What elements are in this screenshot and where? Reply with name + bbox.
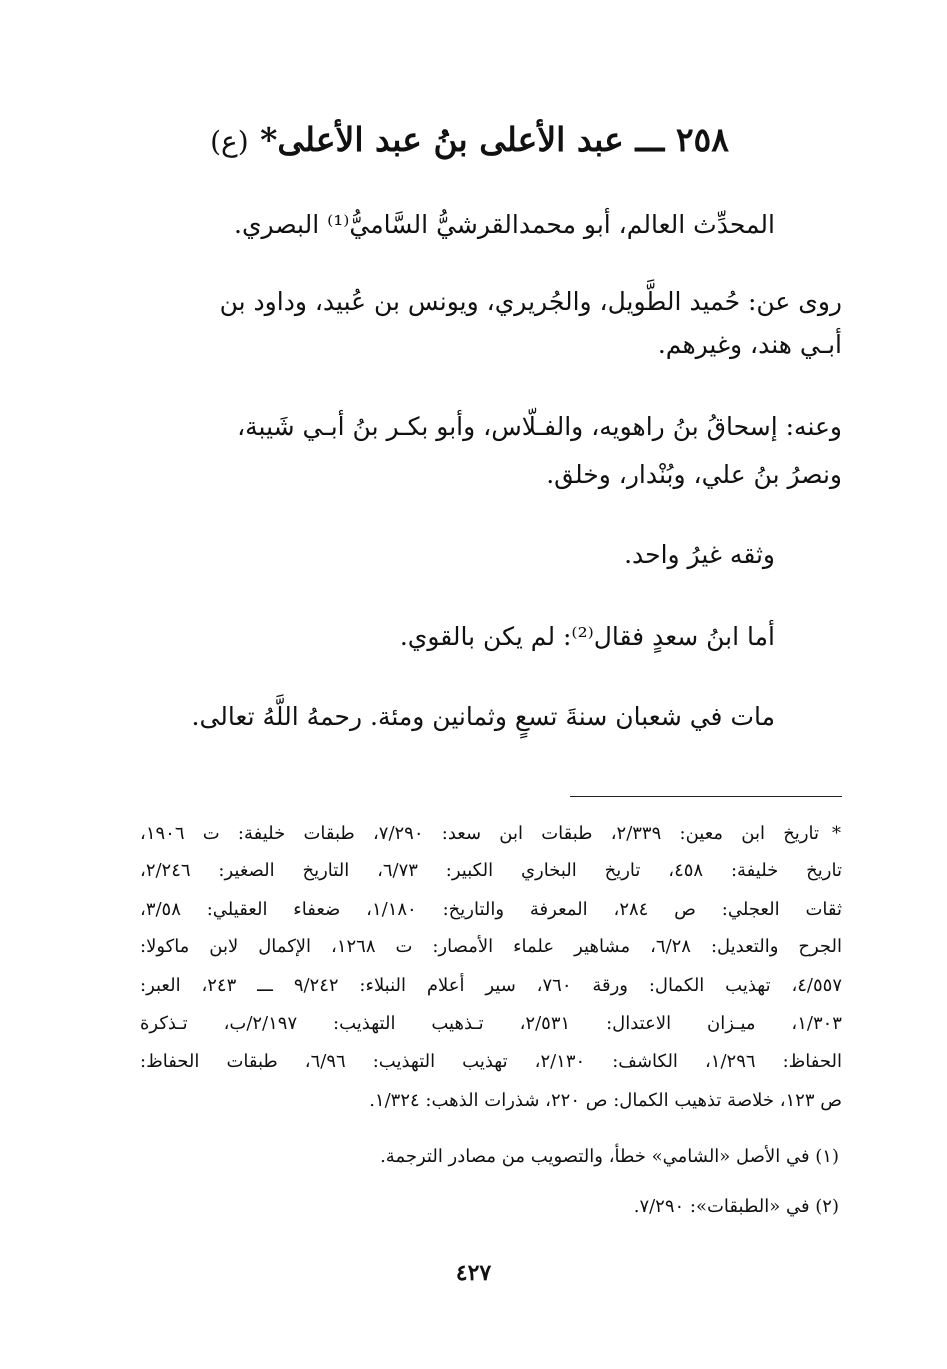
page-number: ٤٢٧ xyxy=(455,1260,492,1286)
footnote-1: (١) في الأصل «الشامي» خطأ، والتصويب من مصادر الترجمة. xyxy=(380,1146,839,1167)
source-line: الحفاظ: ١/٢٩٦، الكاشف: ٢/١٣٠، تهذيب التهذيب: ٦/٩٦، طبقات الحفاظ: xyxy=(140,1051,842,1072)
entry-name: عبد الأعلى بنُ عبد الأعلى* xyxy=(260,120,624,159)
entry-marker: (ع) xyxy=(210,125,249,158)
paragraph-authentication: وثقه غيرُ واحد. xyxy=(624,540,775,569)
paragraph-death: مات في شعبان سنةَ تسعٍ وثمانين ومئة. رحمهُ اللَّهُ تعالى. xyxy=(191,702,775,731)
footnote-2: (٢) في «الطبقات»: ٧/٢٩٠. xyxy=(633,1196,839,1217)
source-line: تاريخ خليفة: ٤٥٨، تاريخ البخاري الكبير: ٦/٧٣، التاريخ الصغير: ٢/٢٤٦، xyxy=(140,860,842,881)
paragraph-narrated-from-line-2: أبـي هند، وغيرهم. xyxy=(657,330,842,359)
source-line: ١/٣٠٣، ميـزان الاعتدال: ٢/٥٣١، تـذهيب التهذيب: ٢/١٩٧/ب، تـذكرة xyxy=(140,1013,842,1034)
entry-number: ٢٥٨ ـــ xyxy=(635,120,729,159)
source-line: ثقات العجلي: ص ٢٨٤، المعرفة والتاريخ: ١/١٨٠، ضعفاء العقيلي: ٣/٥٨، xyxy=(140,899,842,920)
source-line: ٤/٥٥٧، تهذيب الكمال: ورقة ٧٦٠، سير أعلام النبلاء: ٩/٢٤٢ ـــ ٢٤٣، العبر: xyxy=(140,975,843,996)
source-line: ص ١٢٣، خلاصة تذهيب الكمال: ص ٢٢٠، شذرات الذهب: ١/٣٢٤. xyxy=(369,1090,842,1111)
entry-title xyxy=(210,118,729,164)
footnote-divider xyxy=(570,796,842,797)
paragraph-narrators-line-2: ونصرُ بنُ علي، وبُنْدار، وخلق. xyxy=(546,460,842,489)
paragraph-narrated-from-line-1: روى عن: حُميد الطَّويل، والجُريري، ويونس بن عُبيد، وداود بن xyxy=(219,287,842,316)
paragraph-lineage: المحدِّث العالم، أبو محمدالقرشيُّ السَّاميُّ⁽¹⁾ البصري. xyxy=(234,210,775,239)
source-line: تاريخ ابن معين: ٢/٣٣٩، طبقات ابن سعد: ٧/٢٩٠، طبقات خليفة: ت ١٩٠٦، xyxy=(140,823,820,844)
paragraph-narrators-line-1: وعنه: إسحاقُ بنُ راهويه، والفـلّاس، وأبو بكـر بنُ أبـي شَيبة، xyxy=(237,412,842,441)
source-line: الجرح والتعديل: ٦/٢٨، مشاهير علماء الأمصار: ت ١٢٦٨، الإكمال لابن ماكولا: xyxy=(140,936,843,957)
paragraph-ibn-sad: أما ابنُ سعدٍ فقال⁽²⁾: لم يكن بالقوي. xyxy=(399,622,775,651)
footnote-star: * xyxy=(832,823,841,844)
